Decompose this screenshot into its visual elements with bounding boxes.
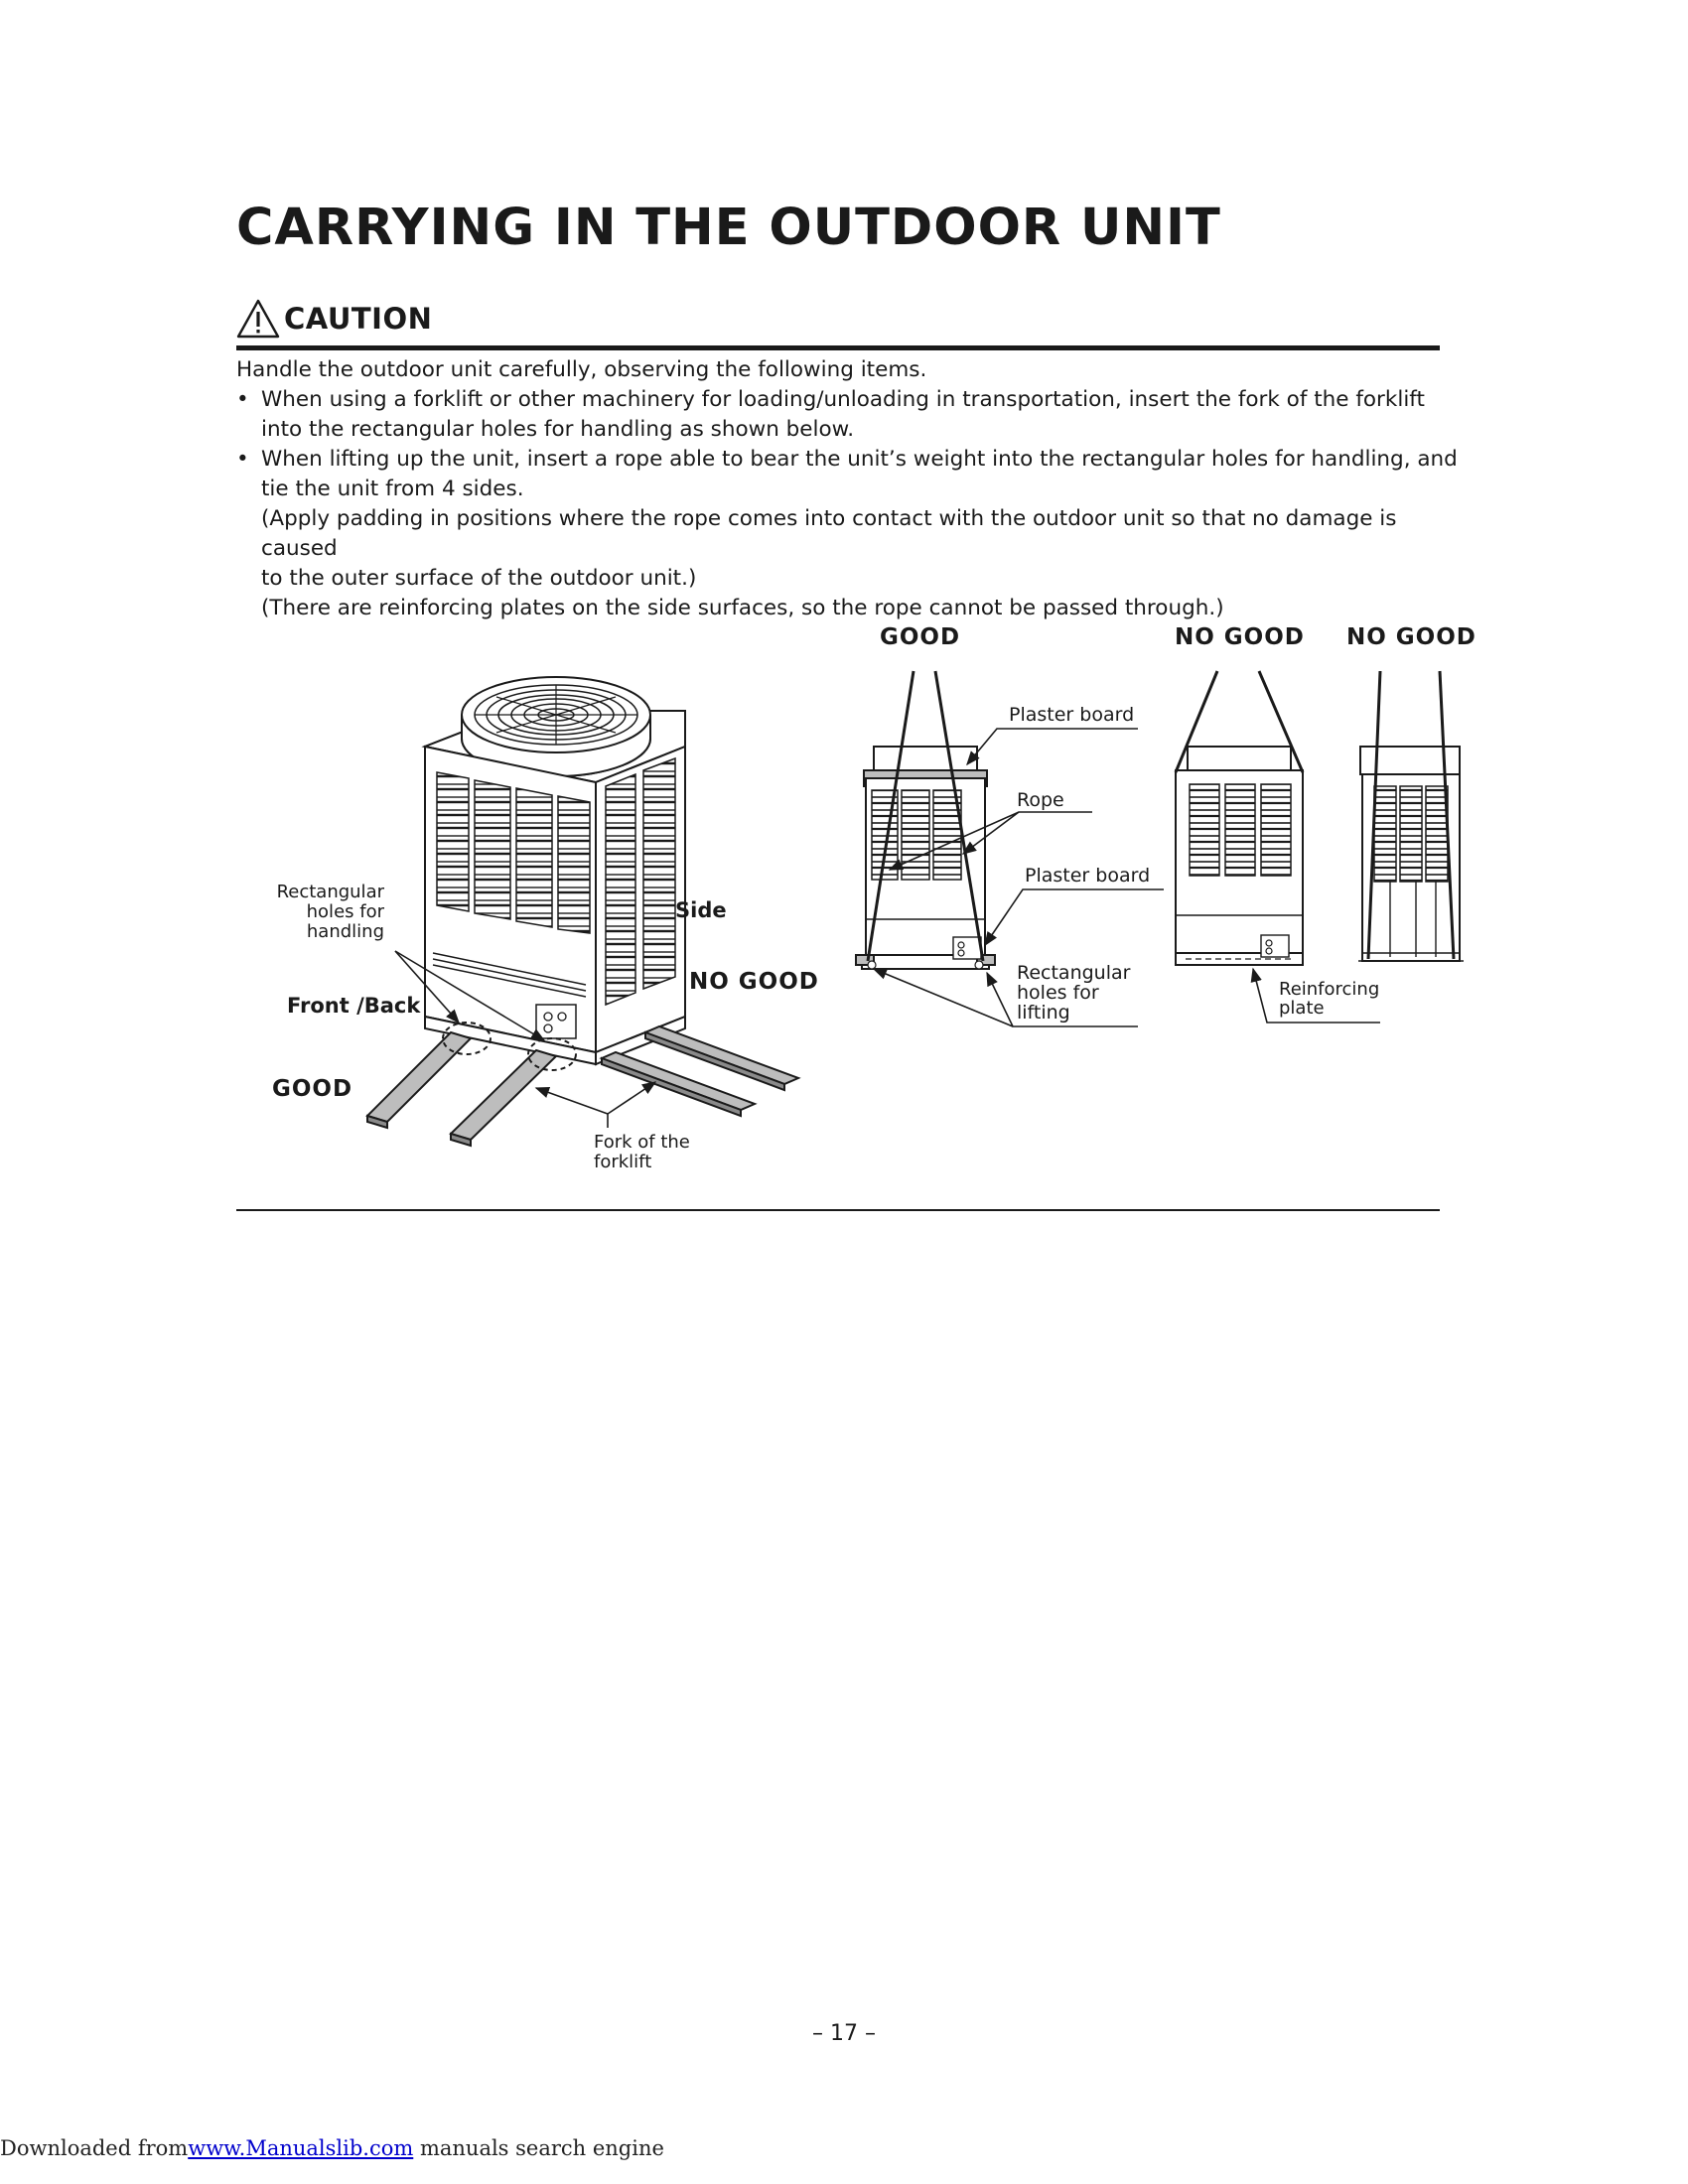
caution-divider: [236, 345, 1440, 350]
right-no-good-label-1: NO GOOD: [1175, 624, 1305, 650]
holes-for-handling-label-2: holes for: [306, 901, 384, 922]
plaster-board-top-label: Plaster board: [1009, 704, 1135, 726]
holes-for-handling-label-3: handling: [306, 921, 384, 942]
lifting-good-unit: [856, 747, 995, 969]
footer-suffix: manuals search engine: [413, 2136, 664, 2160]
page-title: CARRYING IN THE OUTDOOR UNIT: [236, 199, 1221, 257]
lifting-no-good-1-unit: [1176, 747, 1303, 965]
bullet-symbol: •: [236, 447, 249, 472]
bullet-2-line-3: (Apply padding in positions where the rope comes into contact with the outdoor unit so that no damage is caused: [261, 506, 1397, 561]
bullet-1-line-1: When using a forklift or other machinery for loading/unloading in transportation, insert the fork of the forklift: [261, 387, 1425, 412]
intro-text: Handle the outdoor unit carefully, observing the following items.: [236, 357, 927, 382]
section-divider: [236, 1209, 1440, 1211]
footer-prefix: Downloaded from: [0, 2136, 189, 2160]
right-good-label: GOOD: [880, 624, 961, 650]
list-item: [236, 445, 1458, 623]
list-item: [236, 385, 1458, 445]
caution-body: [236, 355, 1458, 623]
side-label: Side: [675, 898, 727, 922]
reinforcing-plate-label-2: plate: [1279, 998, 1325, 1019]
fork-label-2: forklift: [594, 1152, 652, 1172]
left-no-good-label: NO GOOD: [689, 969, 819, 995]
lifting-holes-label-2: holes for: [1017, 982, 1099, 1004]
download-footer: [0, 2136, 664, 2160]
warning-triangle-icon: [236, 298, 280, 340]
lifting-holes-label-3: lifting: [1017, 1002, 1070, 1024]
bullet-2-line-5: (There are reinforcing plates on the side surfaces, so the rope cannot be passed through.): [261, 596, 1224, 620]
manualslib-link[interactable]: www.Manualslib.com: [188, 2136, 414, 2160]
page-number: – 17 –: [812, 2021, 876, 2046]
lifting-holes-label-1: Rectangular: [1017, 962, 1131, 984]
caution-label: CAUTION: [284, 302, 433, 336]
reinforcing-plate-label-1: Reinforcing: [1279, 979, 1380, 1000]
right-no-good-label-2: NO GOOD: [1346, 624, 1477, 650]
left-good-label: GOOD: [272, 1076, 353, 1102]
bullet-1-line-2: into the rectangular holes for handling as shown below.: [261, 417, 855, 442]
fork-label-1: Fork of the: [594, 1132, 690, 1153]
bullet-2-line-1: When lifting up the unit, insert a rope able to bear the unit’s weight into the rectangular holes for handling, and: [261, 447, 1458, 472]
bullet-symbol: •: [236, 387, 249, 412]
plaster-board-bottom-label: Plaster board: [1025, 865, 1151, 887]
front-back-label: Front /Back: [287, 994, 421, 1018]
bullet-2-line-4: to the outer surface of the outdoor unit.): [261, 566, 697, 591]
caution-header: [236, 294, 1440, 350]
rope-label: Rope: [1017, 789, 1064, 811]
holes-for-handling-label-1: Rectangular: [276, 882, 384, 902]
bullet-2-line-2: tie the unit from 4 sides.: [261, 477, 524, 501]
outdoor-unit-isometric: [425, 677, 685, 1064]
